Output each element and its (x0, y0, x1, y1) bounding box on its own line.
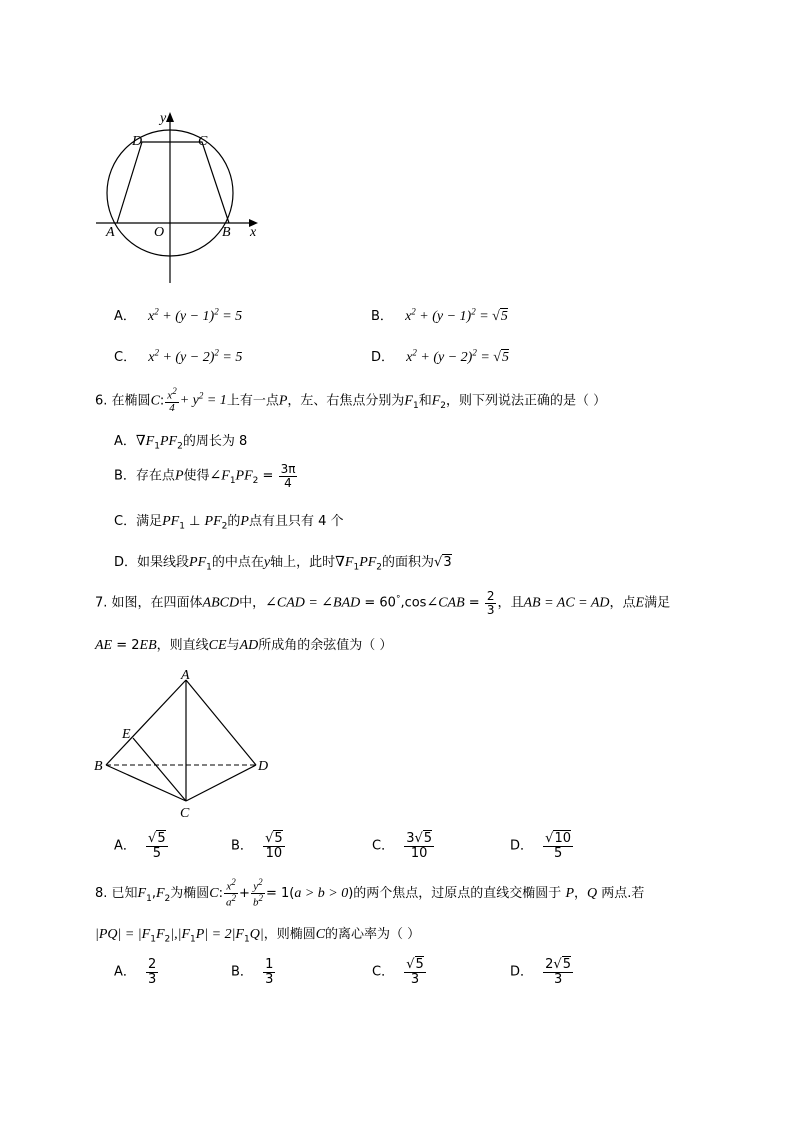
label-D: D (258, 759, 269, 774)
q5-option-a: A． $x^2 + (y - 1)^2 = 5$ (114, 306, 243, 324)
q7-option-b: B． $\frac{√5}{10}$ (231, 831, 283, 861)
q6-option-c: C．满足$PF_1$ ⊥ $PF_2$的P点有且只有 4 个 (114, 514, 344, 532)
label-C: C (198, 134, 208, 149)
label-E: E (122, 727, 131, 742)
edge-AB (106, 680, 186, 765)
q7-stem-line1: 7. 如图，在四面体ABCD中，∠CAD = ∠BAD = 60°,cos∠CAB = $\frac{2}{3}$ ，且AB = AC = AD，点E满足 (95, 589, 671, 617)
q5-option-b: B． $x^2 + (y - 1)^2 = √5$ (371, 306, 508, 324)
label-y: y (160, 111, 167, 126)
y-axis-arrow (166, 112, 174, 122)
label-A: A (181, 668, 190, 683)
label-D: D (132, 134, 143, 149)
q8-option-b: B． $\frac{1}{3}$ (231, 957, 274, 987)
q5-figure (90, 105, 270, 290)
q6-stem: 6. 在椭圆C: $\frac{x^2}{4}$ + $y^2 = 1$上有一点P，左、右焦点分别为$F_1$和$F_2$，则下列说法正确的是（ ） (95, 386, 607, 415)
label-C: C (180, 806, 190, 821)
q6-option-a: A．$\nabla F_1PF_2$的周长为 8 (114, 434, 248, 452)
q7-option-c: C． $\frac{3√5}{10}$ (372, 831, 433, 861)
edge-CD (186, 765, 256, 801)
q8-stem-line1: 8. 已知$F_1,F_2$为椭圆C: $\frac{x^2}{a^2}$ + $\frac{y^2}{b^2}$ = 1(a > b > 0)的两个焦点，过原点的直线交椭圆于 P，Q 两点.若 (95, 877, 645, 909)
q5-option-d: D． $x^2 + (y - 2)^2 = √5$ (371, 347, 509, 365)
label-x: x (250, 225, 257, 240)
q8-option-c: C． $\frac{√5}{3}$ (372, 957, 424, 987)
q7-stem-line2: AE = 2EB，则直线CE与AD所成角的余弦值为（ ） (95, 638, 393, 653)
q7-figure (90, 668, 280, 823)
segment-EC (133, 738, 186, 801)
q7-option-d: D． $\frac{√10}{5}$ (510, 831, 571, 861)
q8-stem-line2: $|PQ| = |F_1F_2|,|F_1P| = 2|F_1Q|$，则椭圆C的离心率为（ ） (95, 927, 421, 945)
label-O: O (154, 225, 165, 240)
label-B: B (222, 225, 231, 240)
edge-AD (186, 680, 256, 765)
trapezoid (117, 142, 229, 223)
q8-option-d: D． $\frac{2√5}{3}$ (510, 957, 571, 987)
q5-option-c: C． $x^2 + (y - 2)^2 = 5$ (114, 347, 243, 365)
q6-option-d: D．如果线段$PF_1$的中点在y轴上，此时$\nabla F_1PF_2$的面积为√3 (114, 555, 452, 573)
q8-option-a: A． $\frac{2}{3}$ (114, 957, 157, 987)
q6-option-b: B．存在点P使得$\angle F_1PF_2$ = $\frac{3\pi}{4}$ (114, 462, 296, 490)
label-A: A (106, 225, 115, 240)
q7-option-a: A． $\frac{√5}{5}$ (114, 831, 166, 861)
edge-BC (106, 765, 186, 801)
label-B: B (94, 759, 103, 774)
